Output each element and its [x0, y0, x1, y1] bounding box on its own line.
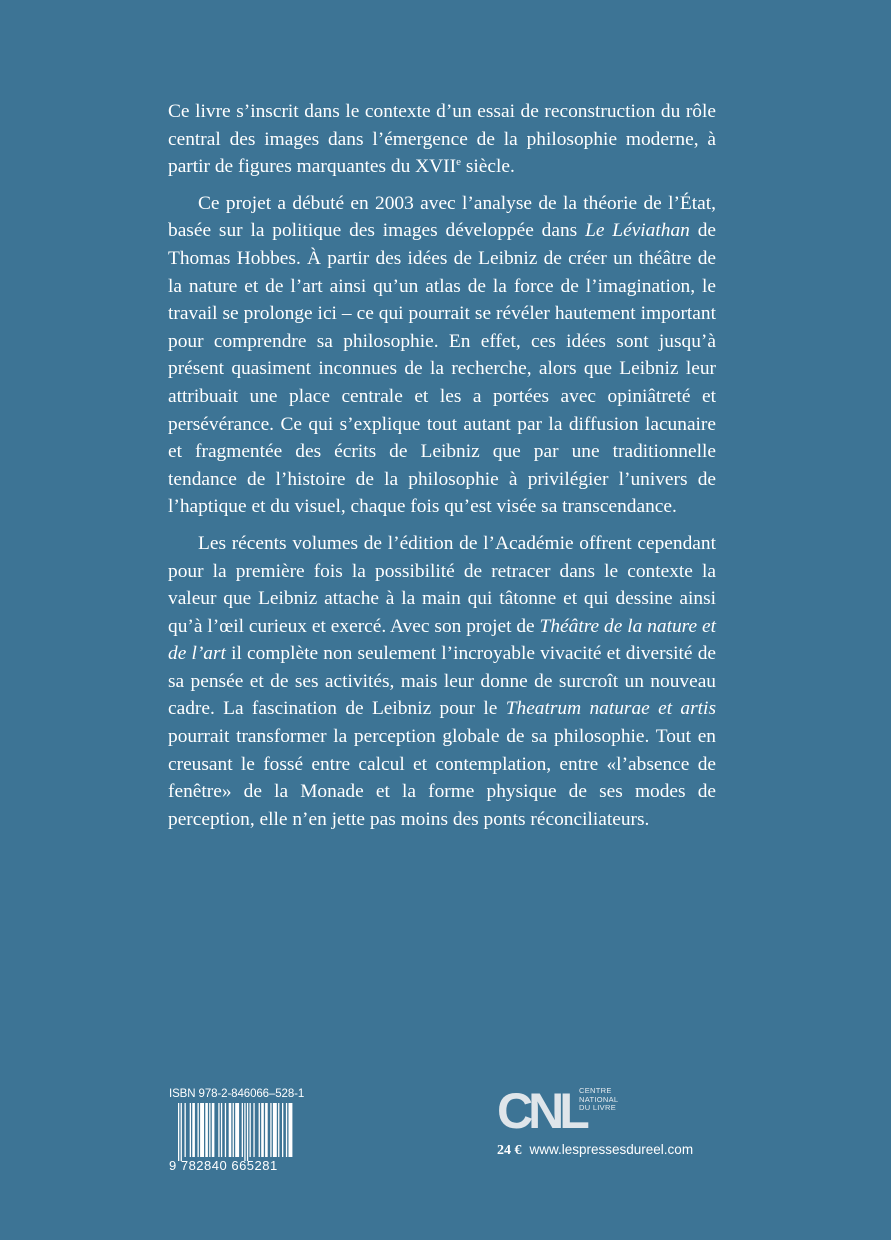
barcode-bar — [253, 1103, 254, 1157]
barcode-bars — [169, 1103, 293, 1165]
barcode-digits: 9 782840 665281 — [169, 1158, 278, 1173]
book-title-leviathan: Le Léviathan — [585, 220, 690, 242]
barcode-bar — [261, 1103, 264, 1157]
barcode-bar — [270, 1103, 271, 1157]
publisher-website: www.lespressesdureel.com — [529, 1142, 694, 1157]
barcode-bar — [265, 1103, 268, 1157]
barcode-bar — [225, 1103, 226, 1157]
barcode-bar — [282, 1103, 283, 1157]
barcode-bar — [218, 1103, 219, 1157]
barcode-bar — [242, 1103, 243, 1157]
barcode-bar — [259, 1103, 260, 1157]
project-title-theatrum: Theatrum naturae et artis — [505, 698, 716, 720]
barcode-bar — [244, 1103, 245, 1161]
paragraph-2: Ce projet a débuté en 2003 avec l’analyse de la théorie de l’État, basée sur la politique des images développée dans Le Léviathan de Thomas Hobbes. À partir des idées de Leibniz de créer un théâtre de la nature et de l’art ainsi qu’un atlas de la force de l’imagination, le travail se prolonge ici – ce qui pourrait se révéler hautement important pour comprendre sa philosophie. En effet, ces idées sont jusqu’à présent quasiment inconnues de la recherche, alors que Leibniz leur attribuait une place centrale et les a portées avec opiniâtreté et persévérance. Ce qui s’explique tout autant par la diffusion lacunaire et fragmentée des écrits de Leibniz que par une traditionnelle tendance de l’histoire de la philosophie à privilégier l’univers de l’haptique et du visuel, chaque fois qu’est visée sa transcendance. — [168, 192, 717, 518]
barcode-bar — [198, 1103, 199, 1157]
price-and-website — [497, 1141, 693, 1159]
isbn-label: ISBN 978-2-846066–528-1 — [169, 1088, 305, 1100]
barcode-bar — [200, 1103, 204, 1157]
barcode-bar — [250, 1103, 251, 1157]
cnl-logo-letters: CNL — [497, 1083, 585, 1139]
barcode-bar — [192, 1103, 195, 1157]
cnl-logo — [497, 1083, 617, 1139]
barcode-bar — [229, 1103, 232, 1157]
price: 24 € — [497, 1143, 522, 1158]
paragraph-1: Ce livre s’inscrit dans le contexte d’un essai de reconstruction du rôle central des images dans l’émergence de la philosophie moderne, à partir de figures marquantes du XVIIe siècle. — [168, 101, 716, 178]
barcode-bar — [212, 1103, 215, 1157]
back-cover-text — [168, 98, 716, 842]
barcode-bar — [178, 1103, 179, 1161]
barcode-bar — [247, 1103, 248, 1161]
barcode-bar — [233, 1103, 234, 1157]
project-title-theatre: Théâtre de la nature et de l’art — [168, 615, 717, 665]
barcode — [169, 1103, 293, 1173]
barcode-bar — [209, 1103, 210, 1157]
barcode-bar — [190, 1103, 191, 1157]
barcode-bar — [185, 1103, 186, 1157]
cnl-logo-words: CENTRE NATIONAL DU LIVRE — [579, 1086, 619, 1112]
barcode-bar — [205, 1103, 208, 1157]
barcode-bar — [286, 1103, 287, 1157]
century-superscript: e — [456, 156, 461, 169]
barcode-bar — [289, 1103, 293, 1157]
barcode-area — [169, 1087, 305, 1173]
barcode-bar — [278, 1103, 279, 1157]
barcode-bar — [221, 1103, 222, 1157]
barcode-bar — [181, 1103, 182, 1161]
barcode-bar — [273, 1103, 277, 1157]
paragraph-3: Les récents volumes de l’édition de l’Académie offrent cependant pour la première fois la possibilité de retracer dans le contexte la valeur que Leibniz attache à la main qui tâtonne et qui dessine ainsi qu’à l’œil curieux et exercé. Avec son projet de Théâtre de la nature et de l’art il complète non seulement l’incroyable vivacité et diversité de sa pensée et de ses activités, mais leur donne de surcroît un nouveau cadre. La fascination de Leibniz pour le Theatrum naturae et artis pourrait transformer la perception globale de sa philosophie. Tout en creusant le fossé entre calcul et contemplation, entre «l’absence de fenêtre» de la Monade et la forme physique de ses modes de perception, elle n’en jette pas moins des ponts réconciliateurs. — [168, 532, 717, 830]
barcode-bar — [235, 1103, 239, 1157]
